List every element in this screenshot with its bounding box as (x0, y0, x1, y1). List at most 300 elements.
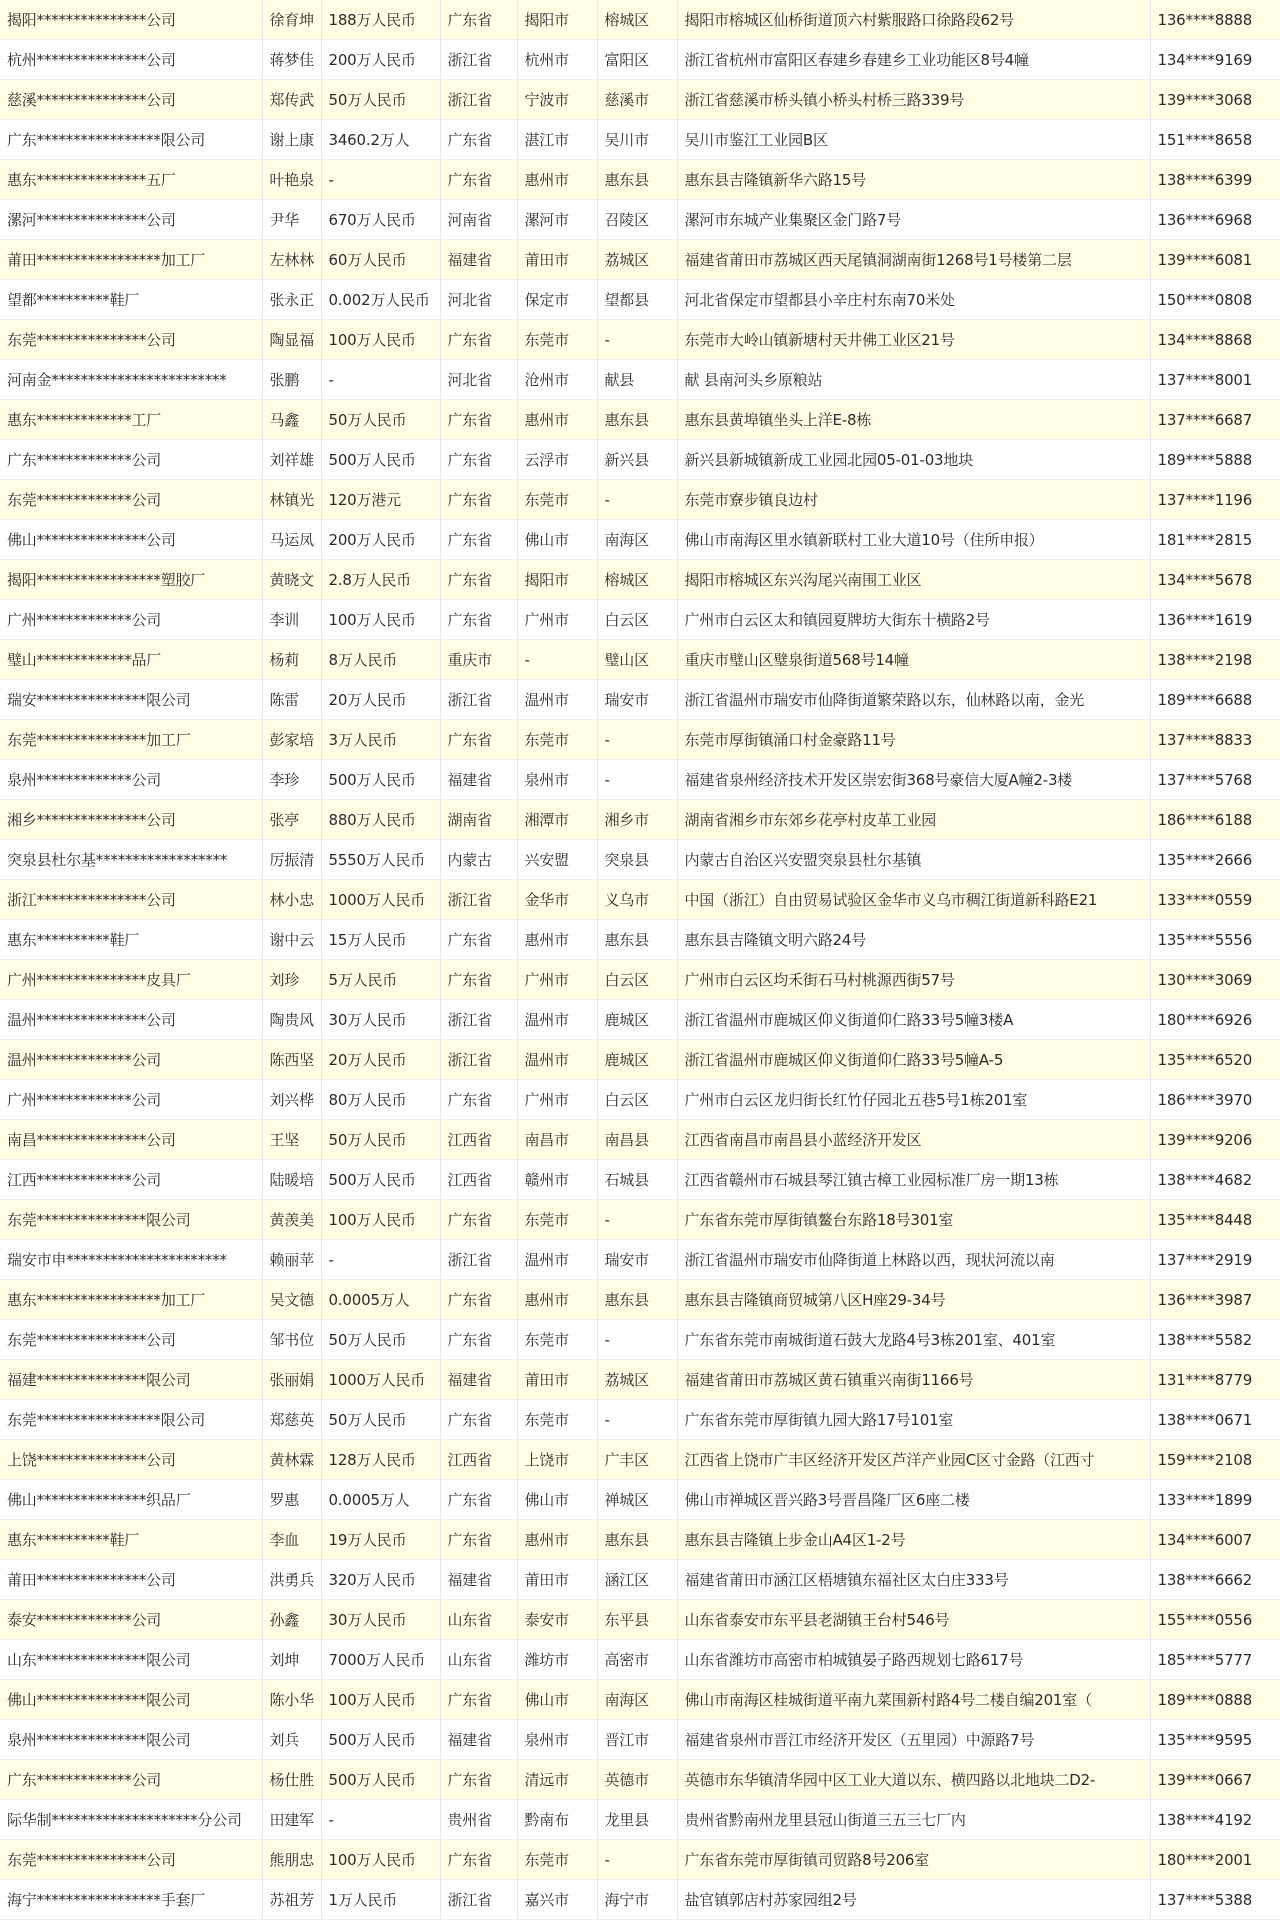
capital-cell: 3460.2万人 (321, 120, 440, 160)
table-row (0, 1160, 1280, 1200)
table-row (0, 1400, 1280, 1440)
phone-cell: 137****1196 (1150, 480, 1280, 520)
company-cell: 广东*************公司 (0, 440, 262, 480)
company-cell: 广州***************皮具厂 (0, 960, 262, 1000)
company-cell: 佛山***************公司 (0, 520, 262, 560)
capital-cell: - (321, 1240, 440, 1280)
table-row (0, 1000, 1280, 1040)
table-row (0, 1200, 1280, 1240)
capital-cell: 100万人民币 (321, 1680, 440, 1720)
company-cell: 慈溪***************公司 (0, 80, 262, 120)
address-cell: 广东省东莞市厚街镇九园大路17号101室 (677, 1400, 1150, 1440)
address-cell: 贵州省黔南州龙里县冠山街道三五三七厂内 (677, 1800, 1150, 1840)
contact-cell: 蒋梦佳 (262, 40, 321, 80)
province-cell: 福建省 (440, 1360, 517, 1400)
city-cell: 潍坊市 (517, 1640, 597, 1680)
capital-cell: 100万人民币 (321, 1200, 440, 1240)
province-cell: 广东省 (440, 0, 517, 40)
district-cell: 龙里县 (597, 1800, 677, 1840)
address-cell: 吴川市鉴江工业园B区 (677, 120, 1150, 160)
contact-cell: 谢中云 (262, 920, 321, 960)
address-cell: 佛山市南海区里水镇新联村工业大道10号（住所申报） (677, 520, 1150, 560)
table-row (0, 200, 1280, 240)
address-cell: 内蒙古自治区兴安盟突泉县杜尔基镇 (677, 840, 1150, 880)
province-cell: 广东省 (440, 480, 517, 520)
company-cell: 际华制********************分公司 (0, 1800, 262, 1840)
city-cell: 温州市 (517, 680, 597, 720)
table-row (0, 440, 1280, 480)
phone-cell: 134****8868 (1150, 320, 1280, 360)
capital-cell: 880万人民币 (321, 800, 440, 840)
contact-cell: 杨莉 (262, 640, 321, 680)
city-cell: 广州市 (517, 600, 597, 640)
district-cell: - (597, 1320, 677, 1360)
contact-cell: 张丽娟 (262, 1360, 321, 1400)
province-cell: 广东省 (440, 560, 517, 600)
company-cell: 湘乡***************公司 (0, 800, 262, 840)
table-row (0, 1840, 1280, 1880)
province-cell: 河北省 (440, 280, 517, 320)
table-row (0, 0, 1280, 40)
table-row (0, 1600, 1280, 1640)
phone-cell: 134****9169 (1150, 40, 1280, 80)
district-cell: - (597, 760, 677, 800)
district-cell: 广丰区 (597, 1440, 677, 1480)
table-row (0, 1640, 1280, 1680)
capital-cell: 500万人民币 (321, 1760, 440, 1800)
table-row (0, 1040, 1280, 1080)
company-cell: 泉州***************限公司 (0, 1720, 262, 1760)
phone-cell: 133****1899 (1150, 1480, 1280, 1520)
address-cell: 广东省东莞市厚街镇鳌台东路18号301室 (677, 1200, 1150, 1240)
address-cell: 广东省东莞市南城街道石鼓大龙路4号3栋201室、401室 (677, 1320, 1150, 1360)
district-cell: 榕城区 (597, 560, 677, 600)
district-cell: 惠东县 (597, 400, 677, 440)
capital-cell: 1000万人民币 (321, 1360, 440, 1400)
city-cell: 宁波市 (517, 80, 597, 120)
contact-cell: 熊朋忠 (262, 1840, 321, 1880)
city-cell: 东莞市 (517, 720, 597, 760)
address-cell: 福建省莆田市涵江区梧塘镇东福社区太白庄333号 (677, 1560, 1150, 1600)
address-cell: 浙江省温州市瑞安市仙降街道繁荣路以东，仙林路以南，金光 (677, 680, 1150, 720)
contact-cell: 洪勇兵 (262, 1560, 321, 1600)
phone-cell: 138****4682 (1150, 1160, 1280, 1200)
contact-cell: 陈小华 (262, 1680, 321, 1720)
city-cell: 揭阳市 (517, 560, 597, 600)
address-cell: 佛山市南海区桂城街道平南九菜围新村路4号二楼自编201室（ (677, 1680, 1150, 1720)
capital-cell: 8万人民币 (321, 640, 440, 680)
table-row (0, 1080, 1280, 1120)
capital-cell: 500万人民币 (321, 1720, 440, 1760)
province-cell: 广东省 (440, 1840, 517, 1880)
company-cell: 惠东*****************加工厂 (0, 1280, 262, 1320)
phone-cell: 139****6081 (1150, 240, 1280, 280)
district-cell: 富阳区 (597, 40, 677, 80)
district-cell: 东平县 (597, 1600, 677, 1640)
district-cell: 璧山区 (597, 640, 677, 680)
phone-cell: 186****6188 (1150, 800, 1280, 840)
address-cell: 惠东县吉隆镇上步金山A4区1-2号 (677, 1520, 1150, 1560)
district-cell: - (597, 1200, 677, 1240)
city-cell: 黔南布 (517, 1800, 597, 1840)
capital-cell: 670万人民币 (321, 200, 440, 240)
company-cell: 广州*************公司 (0, 1080, 262, 1120)
phone-cell: 131****8779 (1150, 1360, 1280, 1400)
address-cell: 揭阳市榕城区东兴沟尾兴南围工业区 (677, 560, 1150, 600)
company-cell: 璧山*************品厂 (0, 640, 262, 680)
capital-cell: 0.0005万人 (321, 1280, 440, 1320)
company-cell: 泰安*************公司 (0, 1600, 262, 1640)
company-cell: 东莞*****************限公司 (0, 1400, 262, 1440)
contact-cell: 左林林 (262, 240, 321, 280)
contact-cell: 林小忠 (262, 880, 321, 920)
city-cell: 佛山市 (517, 1680, 597, 1720)
district-cell: 瑞安市 (597, 1240, 677, 1280)
phone-cell: 133****0559 (1150, 880, 1280, 920)
table-row (0, 360, 1280, 400)
province-cell: 广东省 (440, 960, 517, 1000)
district-cell: - (597, 1400, 677, 1440)
contact-cell: 彭家培 (262, 720, 321, 760)
city-cell: 莆田市 (517, 240, 597, 280)
company-cell: 温州*************公司 (0, 1040, 262, 1080)
contact-cell: 马鑫 (262, 400, 321, 440)
phone-cell: 137****2919 (1150, 1240, 1280, 1280)
province-cell: 广东省 (440, 400, 517, 440)
contact-cell: 李血 (262, 1520, 321, 1560)
phone-cell: 185****5777 (1150, 1640, 1280, 1680)
district-cell: - (597, 320, 677, 360)
address-cell: 东莞市厚街镇涌口村金豪路11号 (677, 720, 1150, 760)
phone-cell: 136****3987 (1150, 1280, 1280, 1320)
phone-cell: 134****5678 (1150, 560, 1280, 600)
address-cell: 惠东县黄埠镇坐头上洋E-8栋 (677, 400, 1150, 440)
contact-cell: 李珍 (262, 760, 321, 800)
phone-cell: 150****0808 (1150, 280, 1280, 320)
city-cell: 泰安市 (517, 1600, 597, 1640)
capital-cell: 80万人民币 (321, 1080, 440, 1120)
province-cell: 广东省 (440, 1320, 517, 1360)
city-cell: 清远市 (517, 1760, 597, 1800)
city-cell: 惠州市 (517, 920, 597, 960)
company-cell: 揭阳*****************塑胶厂 (0, 560, 262, 600)
address-cell: 广州市白云区太和镇园夏牌坊大街东十横路2号 (677, 600, 1150, 640)
table-row (0, 40, 1280, 80)
capital-cell: 30万人民币 (321, 1600, 440, 1640)
city-cell: 东莞市 (517, 1400, 597, 1440)
district-cell: 白云区 (597, 600, 677, 640)
contact-cell: 杨仕胜 (262, 1760, 321, 1800)
address-cell: 山东省泰安市东平县老湖镇王台村546号 (677, 1600, 1150, 1640)
province-cell: 广东省 (440, 1760, 517, 1800)
table-row (0, 760, 1280, 800)
phone-cell: 180****2001 (1150, 1840, 1280, 1880)
city-cell: 东莞市 (517, 320, 597, 360)
table-row (0, 1520, 1280, 1560)
address-cell: 广州市白云区龙归街长红竹仔园北五巷5号1栋201室 (677, 1080, 1150, 1120)
contact-cell: 厉振清 (262, 840, 321, 880)
capital-cell: 200万人民币 (321, 40, 440, 80)
phone-cell: 189****5888 (1150, 440, 1280, 480)
table-row (0, 920, 1280, 960)
address-cell: 东莞市大岭山镇新塘村天井佛工业区21号 (677, 320, 1150, 360)
address-cell: 浙江省温州市鹿城区仰义街道仰仁路33号5幢3楼A (677, 1000, 1150, 1040)
table-row (0, 680, 1280, 720)
phone-cell: 138****6399 (1150, 160, 1280, 200)
table-row (0, 320, 1280, 360)
province-cell: 广东省 (440, 720, 517, 760)
city-cell: 温州市 (517, 1000, 597, 1040)
district-cell: 吴川市 (597, 120, 677, 160)
address-cell: 漯河市东城产业集聚区金门路7号 (677, 200, 1150, 240)
province-cell: 广东省 (440, 1520, 517, 1560)
capital-cell: 50万人民币 (321, 1120, 440, 1160)
contact-cell: 谢上康 (262, 120, 321, 160)
province-cell: 山东省 (440, 1640, 517, 1680)
phone-cell: 137****5388 (1150, 1880, 1280, 1920)
province-cell: 浙江省 (440, 1240, 517, 1280)
address-cell: 英德市东华镇清华园中区工业大道以东、横四路以北地块二D2- (677, 1760, 1150, 1800)
contact-cell: 尹华 (262, 200, 321, 240)
phone-cell: 137****6687 (1150, 400, 1280, 440)
table-row (0, 1800, 1280, 1840)
district-cell: 英德市 (597, 1760, 677, 1800)
address-cell: 中国（浙江）自由贸易试验区金华市义乌市稠江街道新科路E21 (677, 880, 1150, 920)
company-cell: 惠东*************工厂 (0, 400, 262, 440)
contact-cell: 林镇光 (262, 480, 321, 520)
capital-cell: 3万人民币 (321, 720, 440, 760)
district-cell: 瑞安市 (597, 680, 677, 720)
city-cell: 兴安盟 (517, 840, 597, 880)
contact-cell: 刘祥雄 (262, 440, 321, 480)
city-cell: 湛江市 (517, 120, 597, 160)
address-cell: 浙江省杭州市富阳区春建乡春建乡工业功能区8号4幢 (677, 40, 1150, 80)
phone-cell: 137****8001 (1150, 360, 1280, 400)
address-cell: 新兴县新城镇新成工业园北园05-01-03地块 (677, 440, 1150, 480)
contact-cell: 孙鑫 (262, 1600, 321, 1640)
company-cell: 佛山***************织品厂 (0, 1480, 262, 1520)
capital-cell: 500万人民币 (321, 1160, 440, 1200)
contact-cell: 陈雷 (262, 680, 321, 720)
address-cell: 揭阳市榕城区仙桥街道顶六村紫服路口徐路段62号 (677, 0, 1150, 40)
province-cell: 福建省 (440, 240, 517, 280)
address-cell: 惠东县吉隆镇文明六路24号 (677, 920, 1150, 960)
province-cell: 广东省 (440, 920, 517, 960)
company-cell: 佛山***************限公司 (0, 1680, 262, 1720)
phone-cell: 139****9206 (1150, 1120, 1280, 1160)
contact-cell: 陈西坚 (262, 1040, 321, 1080)
company-cell: 东莞***************公司 (0, 1840, 262, 1880)
capital-cell: 20万人民币 (321, 1040, 440, 1080)
city-cell: 温州市 (517, 1240, 597, 1280)
address-cell: 河北省保定市望都县小辛庄村东南70米处 (677, 280, 1150, 320)
city-cell: 漯河市 (517, 200, 597, 240)
company-cell: 福建***************限公司 (0, 1360, 262, 1400)
province-cell: 贵州省 (440, 1800, 517, 1840)
province-cell: 浙江省 (440, 80, 517, 120)
address-cell: 广东省东莞市厚街镇司贸路8号206室 (677, 1840, 1150, 1880)
phone-cell: 134****6007 (1150, 1520, 1280, 1560)
phone-cell: 189****6688 (1150, 680, 1280, 720)
contact-cell: 张永正 (262, 280, 321, 320)
contact-cell: 田建军 (262, 1800, 321, 1840)
address-cell: 佛山市禅城区晋兴路3号晋昌隆厂区6座二楼 (677, 1480, 1150, 1520)
table-row (0, 600, 1280, 640)
capital-cell: 15万人民币 (321, 920, 440, 960)
contact-cell: 张鹏 (262, 360, 321, 400)
city-cell: 上饶市 (517, 1440, 597, 1480)
capital-cell: 1000万人民币 (321, 880, 440, 920)
district-cell: 慈溪市 (597, 80, 677, 120)
phone-cell: 189****0888 (1150, 1680, 1280, 1720)
province-cell: 广东省 (440, 1480, 517, 1520)
district-cell: 义乌市 (597, 880, 677, 920)
table-row (0, 1120, 1280, 1160)
city-cell: 金华市 (517, 880, 597, 920)
district-cell: 石城县 (597, 1160, 677, 1200)
table-row (0, 120, 1280, 160)
phone-cell: 138****5582 (1150, 1320, 1280, 1360)
capital-cell: 2.8万人民币 (321, 560, 440, 600)
table-row (0, 520, 1280, 560)
address-cell: 福建省泉州市晋江市经济开发区（五里园）中源路7号 (677, 1720, 1150, 1760)
contact-cell: 吴文德 (262, 1280, 321, 1320)
city-cell: 泉州市 (517, 1720, 597, 1760)
address-cell: 献 县南河头乡原粮站 (677, 360, 1150, 400)
district-cell: 南海区 (597, 1680, 677, 1720)
contact-cell: 徐育坤 (262, 0, 321, 40)
contact-cell: 黄晓文 (262, 560, 321, 600)
table-row (0, 880, 1280, 920)
phone-cell: 139****0667 (1150, 1760, 1280, 1800)
phone-cell: 137****5768 (1150, 760, 1280, 800)
company-cell: 漯河***************公司 (0, 200, 262, 240)
capital-cell: 120万港元 (321, 480, 440, 520)
province-cell: 湖南省 (440, 800, 517, 840)
contact-cell: 刘珍 (262, 960, 321, 1000)
city-cell: 广州市 (517, 960, 597, 1000)
phone-cell: 181****2815 (1150, 520, 1280, 560)
city-cell: 杭州市 (517, 40, 597, 80)
address-cell: 江西省赣州市石城县琴江镇古樟工业园标准厂房一期13栋 (677, 1160, 1150, 1200)
company-cell: 泉州*************公司 (0, 760, 262, 800)
province-cell: 广东省 (440, 1400, 517, 1440)
province-cell: 广东省 (440, 520, 517, 560)
district-cell: 涵江区 (597, 1560, 677, 1600)
contact-cell: 郑慈英 (262, 1400, 321, 1440)
address-cell: 惠东县吉隆镇商贸城第八区H座29-34号 (677, 1280, 1150, 1320)
city-cell: 惠州市 (517, 1280, 597, 1320)
address-cell: 浙江省慈溪市桥头镇小桥头村桥三路339号 (677, 80, 1150, 120)
address-cell: 福建省泉州经济技术开发区崇宏街368号豪信大厦A幢2-3楼 (677, 760, 1150, 800)
table-row (0, 1480, 1280, 1520)
phone-cell: 135****8448 (1150, 1200, 1280, 1240)
table-row (0, 800, 1280, 840)
phone-cell: 137****8833 (1150, 720, 1280, 760)
company-cell: 广州*************公司 (0, 600, 262, 640)
company-cell: 莆田***************公司 (0, 1560, 262, 1600)
phone-cell: 136****1619 (1150, 600, 1280, 640)
city-cell: 南昌市 (517, 1120, 597, 1160)
phone-cell: 135****6520 (1150, 1040, 1280, 1080)
company-cell: 莆田*****************加工厂 (0, 240, 262, 280)
district-cell: - (597, 1840, 677, 1880)
district-cell: 湘乡市 (597, 800, 677, 840)
city-cell: 嘉兴市 (517, 1880, 597, 1920)
contact-cell: 叶艳泉 (262, 160, 321, 200)
table-row (0, 1680, 1280, 1720)
phone-cell: 136****8888 (1150, 0, 1280, 40)
company-cell: 揭阳***************公司 (0, 0, 262, 40)
capital-cell: - (321, 360, 440, 400)
province-cell: 广东省 (440, 600, 517, 640)
province-cell: 福建省 (440, 1720, 517, 1760)
phone-cell: 151****8658 (1150, 120, 1280, 160)
table-row (0, 960, 1280, 1000)
table-row (0, 240, 1280, 280)
city-cell: 沧州市 (517, 360, 597, 400)
capital-cell: 500万人民币 (321, 760, 440, 800)
capital-cell: 500万人民币 (321, 440, 440, 480)
contact-cell: 赖丽苹 (262, 1240, 321, 1280)
phone-cell: 135****9595 (1150, 1720, 1280, 1760)
province-cell: 江西省 (440, 1160, 517, 1200)
district-cell: 晋江市 (597, 1720, 677, 1760)
table-row (0, 1880, 1280, 1920)
table-row (0, 840, 1280, 880)
phone-cell: 130****3069 (1150, 960, 1280, 1000)
district-cell: 惠东县 (597, 1280, 677, 1320)
company-cell: 东莞*************公司 (0, 480, 262, 520)
table-row (0, 400, 1280, 440)
province-cell: 广东省 (440, 1200, 517, 1240)
district-cell: 南海区 (597, 520, 677, 560)
capital-cell: 320万人民币 (321, 1560, 440, 1600)
province-cell: 浙江省 (440, 1000, 517, 1040)
city-cell: 泉州市 (517, 760, 597, 800)
company-cell: 杭州***************公司 (0, 40, 262, 80)
company-cell: 河南金************************ (0, 360, 262, 400)
capital-cell: 0.002万人民币 (321, 280, 440, 320)
capital-cell: 20万人民币 (321, 680, 440, 720)
company-cell: 瑞安市申********************** (0, 1240, 262, 1280)
contact-cell: 马运凤 (262, 520, 321, 560)
address-cell: 浙江省温州市瑞安市仙降街道上林路以西，现状河流以南 (677, 1240, 1150, 1280)
province-cell: 浙江省 (440, 40, 517, 80)
phone-cell: 135****5556 (1150, 920, 1280, 960)
capital-cell: 1万人民币 (321, 1880, 440, 1920)
capital-cell: 50万人民币 (321, 400, 440, 440)
contact-cell: 罗惠 (262, 1480, 321, 1520)
city-cell: 莆田市 (517, 1560, 597, 1600)
contact-cell: 陶贵风 (262, 1000, 321, 1040)
contact-cell: 陆暖培 (262, 1160, 321, 1200)
province-cell: 江西省 (440, 1440, 517, 1480)
phone-cell: 186****3970 (1150, 1080, 1280, 1120)
city-cell: 东莞市 (517, 1840, 597, 1880)
province-cell: 广东省 (440, 320, 517, 360)
capital-cell: 100万人民币 (321, 1840, 440, 1880)
province-cell: 广东省 (440, 160, 517, 200)
city-cell: 广州市 (517, 1080, 597, 1120)
table-row (0, 720, 1280, 760)
district-cell: 南昌县 (597, 1120, 677, 1160)
capital-cell: 7000万人民币 (321, 1640, 440, 1680)
province-cell: 广东省 (440, 120, 517, 160)
district-cell: 榕城区 (597, 0, 677, 40)
province-cell: 福建省 (440, 1560, 517, 1600)
address-cell: 江西省南昌市南昌县小蓝经济开发区 (677, 1120, 1150, 1160)
